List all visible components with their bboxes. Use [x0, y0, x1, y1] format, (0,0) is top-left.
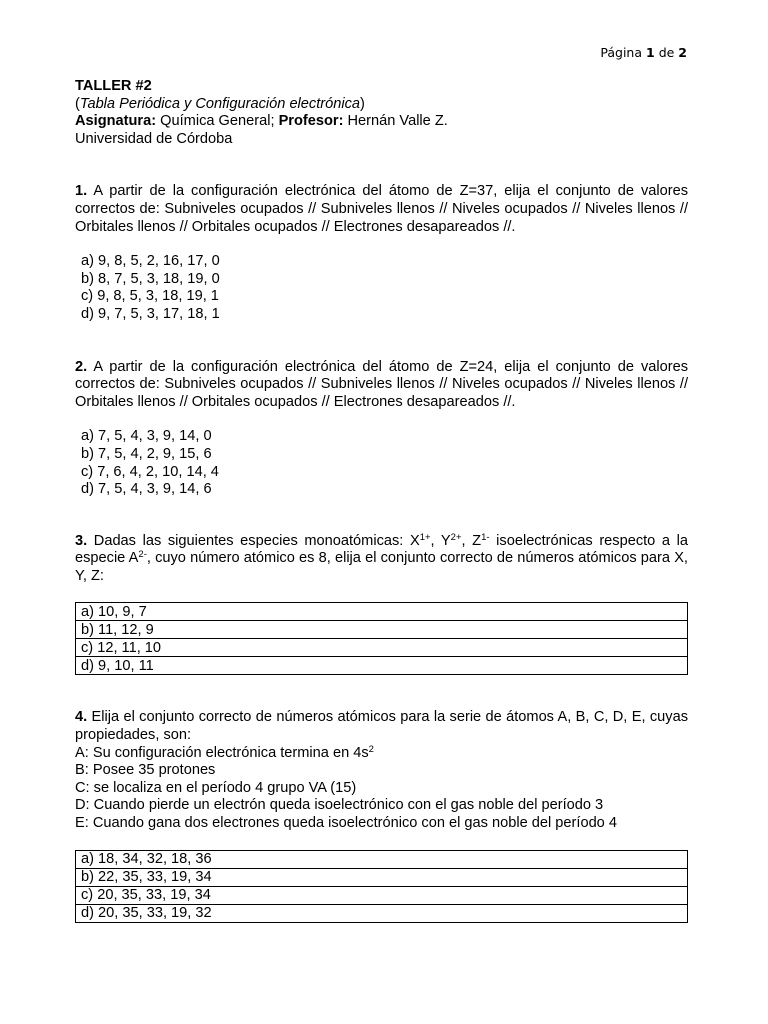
option: c) 9, 8, 5, 3, 18, 19, 1	[81, 288, 219, 305]
page-current: 1	[646, 45, 655, 60]
question-1-options	[81, 253, 688, 323]
question-1: 1. A partir de la configuración electrónica del átomo de Z=37, elija el conjunto de valores correctos de: Subniveles ocupados // Subniveles llenos // Niveles ocupados // Niveles llenos // Orbitales llenos // Orbitales ocupados // Electrones desapareados //.	[75, 183, 688, 235]
page-separator: de	[658, 45, 675, 60]
table-row	[76, 886, 688, 904]
property-a: A: Su configuración electrónica termina en $4s^2$	[75, 743, 374, 761]
table-row	[76, 657, 688, 675]
table-row	[76, 639, 688, 657]
question-4-options-table	[75, 850, 688, 923]
option: a) 18, 34, 32, 18, 36	[76, 850, 688, 868]
property-e: E: Cuando gana dos electrones queda isoelectrónico con el gas noble del período 4	[75, 815, 617, 832]
property-b: B: Posee 35 protones	[75, 762, 216, 779]
page-total: 2	[678, 45, 687, 60]
question-3-options-table	[75, 602, 688, 675]
option: a) 10, 9, 7	[76, 603, 688, 621]
question-2: 2. A partir de la configuración electrónica del átomo de Z=24, elija el conjunto de valores correctos de: Subniveles ocupados // Subniveles llenos // Niveles ocupados // Niveles llenos // Orbitales llenos // Orbitales ocupados // Electrones desapareados //.	[75, 358, 688, 410]
option: d) 9, 7, 5, 3, 17, 18, 1	[81, 305, 220, 322]
question-4-properties	[75, 745, 688, 833]
page-label: Página	[600, 45, 643, 60]
question-2-options	[81, 428, 688, 498]
subject-line: Asignatura: Química General; Profesor: Hernán Valle Z.	[75, 113, 448, 130]
option: a) 9, 8, 5, 2, 16, 17, 0	[81, 253, 220, 270]
option: c) 7, 6, 4, 2, 10, 14, 4	[81, 463, 219, 480]
property-d: D: Cuando pierde un electrón queda isoelectrónico con el gas noble del período 3	[75, 797, 604, 814]
option: b) 8, 7, 5, 3, 18, 19, 0	[81, 270, 220, 287]
option: c) 20, 35, 33, 19, 34	[76, 886, 688, 904]
table-row	[76, 603, 688, 621]
option: b) 22, 35, 33, 19, 34	[76, 868, 688, 886]
option: b) 7, 5, 4, 2, 9, 15, 6	[81, 445, 212, 462]
option: d) 20, 35, 33, 19, 32	[76, 904, 688, 922]
option: b) 11, 12, 9	[76, 621, 688, 639]
option: a) 7, 5, 4, 3, 9, 14, 0	[81, 428, 212, 445]
page-indicator	[600, 45, 687, 60]
document-subtitle: (Tabla Periódica y Configuración electrónica)	[75, 95, 365, 112]
university-name: Universidad de Córdoba	[75, 130, 233, 147]
table-row	[76, 904, 688, 922]
document-body	[75, 78, 688, 923]
property-c: C: se localiza en el período 4 grupo VA (15)	[75, 779, 357, 796]
document-title: TALLER #2	[75, 78, 152, 94]
table-row	[76, 850, 688, 868]
document-header	[75, 78, 688, 148]
option: c) 12, 11, 10	[76, 639, 688, 657]
option: d) 9, 10, 11	[76, 657, 688, 675]
table-row	[76, 868, 688, 886]
table-row	[76, 621, 688, 639]
question-4: 4. Elija el conjunto correcto de números atómicos para la serie de átomos A, B, C, D, E, cuyas propiedades, son:	[75, 709, 688, 744]
question-3: 3. Dadas las siguientes especies monoatómicas: $X^{1+}$, $Y^{2+}$, $Z^{1-}$ isoelectrónicas respecto a la especie $A^{2-}$, cuyo número atómico es 8, elija el conjunto correcto de números atómicos para X, Y, Z:	[75, 531, 688, 584]
option: d) 7, 5, 4, 3, 9, 14, 6	[81, 481, 212, 498]
